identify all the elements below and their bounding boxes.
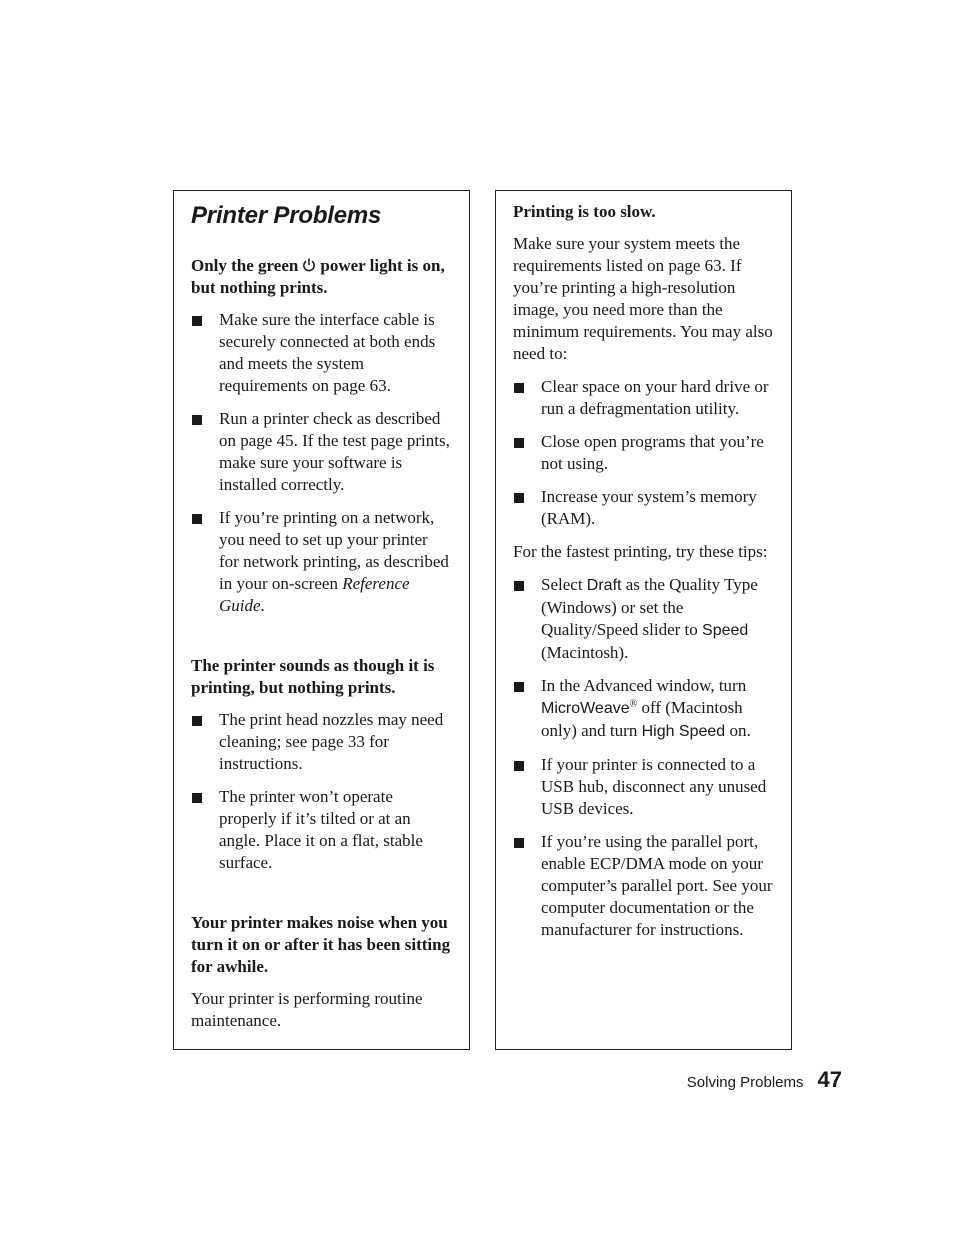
list-item-text: on. (729, 721, 751, 740)
bullet-square-icon (192, 415, 202, 425)
bullet-square-icon (514, 493, 524, 503)
list-item (513, 486, 777, 530)
list-item (513, 831, 777, 941)
subhead-too-slow: Printing is too slow. (513, 202, 656, 221)
list-item (191, 786, 451, 874)
bullet-square-icon (192, 716, 202, 726)
subhead-sounds-printing: The printer sounds as though it is printing, but nothing prints. (191, 656, 435, 697)
ui-setting-name: MicroWeave (541, 700, 630, 717)
list-item (513, 431, 777, 475)
list-item-text: Select (541, 575, 583, 594)
page-number: 47 (817, 1067, 842, 1092)
list-item-text: Make sure the interface cable is securely connected at both ends and meets the system requirements on page 63. (219, 310, 436, 395)
paragraph: Your printer is performing routine maintenance. (191, 989, 423, 1030)
bullet-list (191, 709, 451, 874)
bullet-square-icon (192, 316, 202, 326)
ui-setting-name: Speed (702, 622, 749, 639)
subhead-part: power light is on, but nothing prints. (191, 256, 445, 297)
section-gap (191, 628, 451, 655)
list-item-text: If your printer is connected to a USB hub, disconnect any unused USB devices. (541, 755, 767, 818)
section-title: Printer Problems (191, 202, 382, 229)
bullet-square-icon (514, 581, 524, 591)
list-item-text: In the Advanced window, turn (541, 676, 747, 695)
subhead-part: Only the green (191, 256, 299, 275)
bullet-list (513, 376, 777, 530)
paragraph: For the fastest printing, try these tips: (513, 542, 768, 561)
bullet-square-icon (514, 761, 524, 771)
section-gap (191, 885, 451, 912)
list-item-text: as the Quality Type (Windows) or set the Quality/Speed slider to (541, 575, 758, 639)
list-item (191, 408, 451, 496)
list-item-text: The printer won’t operate properly if it’s tilted or at an angle. Place it on a flat, stable surface. (219, 787, 423, 872)
page-footer (687, 1067, 842, 1093)
list-item-text: If you’re using the parallel port, enable ECP/DMA mode on your computer’s parallel port. See your computer documentation or the manufacturer for instructions. (541, 832, 773, 939)
bullet-square-icon (514, 438, 524, 448)
ui-setting-name: Draft (586, 577, 622, 594)
list-item (513, 376, 777, 420)
bullet-square-icon (514, 838, 524, 848)
bullet-list (513, 574, 777, 941)
list-item-text: The print head nozzles may need cleaning; see page 33 for instructions. (219, 710, 444, 773)
list-item-text: off (Macintosh only) and turn (541, 698, 743, 740)
left-column-box (173, 190, 470, 1050)
paragraph: Make sure your system meets the requirements listed on page 63. If you’re printing a high-resolution image, you need more than the minimum requirements. You may also need to: (513, 234, 773, 363)
list-item-text: (Macintosh). (541, 643, 629, 662)
list-item-text: If you’re printing on a network, you need to set up your printer for network printing, as described in your on-screen (219, 508, 449, 593)
list-item (513, 675, 777, 743)
list-item (513, 754, 777, 820)
list-item-text: Increase your system’s memory (RAM). (541, 487, 757, 528)
reference-guide-title: Reference Guide (219, 574, 410, 615)
subhead-power-light (191, 255, 451, 299)
list-item-text: Run a printer check as described on page 45. If the test page prints, make sure your software is installed correctly. (219, 409, 450, 494)
list-item (191, 709, 451, 775)
footer-chapter-label: Solving Problems (686, 1074, 804, 1091)
list-item (191, 507, 451, 617)
list-item-text: . (260, 596, 265, 615)
list-item (191, 309, 451, 397)
bullet-list (191, 309, 451, 617)
ui-setting-name: High Speed (641, 723, 726, 740)
bullet-square-icon (192, 514, 202, 524)
registered-mark: ® (629, 698, 638, 710)
list-item (513, 574, 777, 664)
subhead-noise: Your printer makes noise when you turn it on or after it has been sitting for awhile. (191, 913, 451, 976)
power-icon (302, 257, 316, 273)
bullet-square-icon (514, 383, 524, 393)
right-column-box (495, 190, 792, 1050)
list-item-text: Close open programs that you’re not using. (541, 432, 764, 473)
bullet-square-icon (192, 793, 202, 803)
list-item-text: Clear space on your hard drive or run a defragmentation utility. (541, 377, 769, 418)
bullet-square-icon (514, 682, 524, 692)
